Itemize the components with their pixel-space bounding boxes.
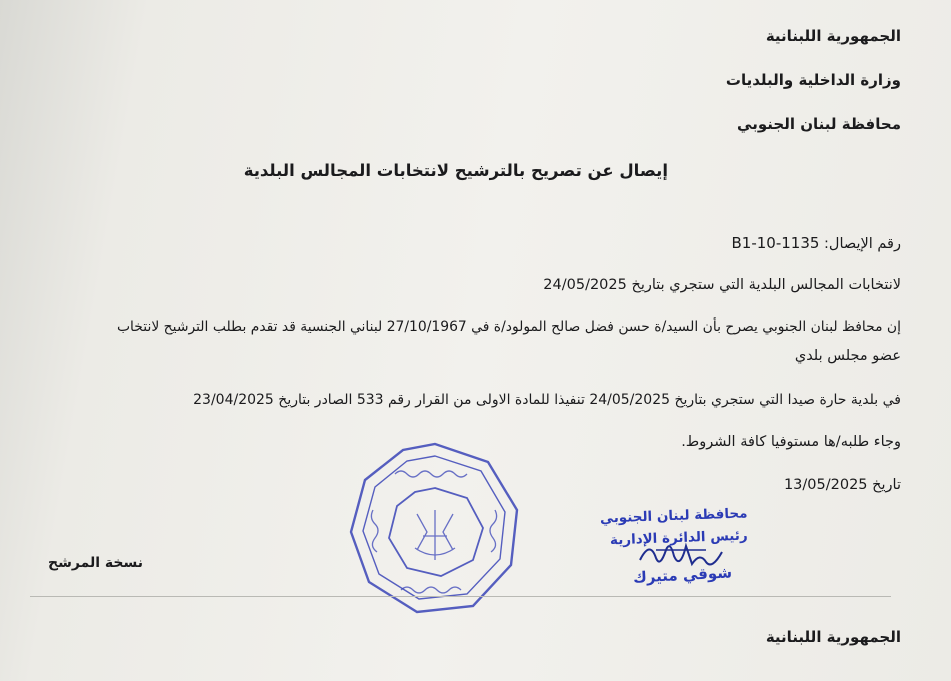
header-governorate: محافظة لبنان الجنوبي [737,115,901,133]
body-line-4: في بلدية حارة صيدا التي ستجري بتاريخ 24/05/2025 تنفيذا للمادة الاولى من القرار رقم 533 الصادر بتاريخ 23/04/2025 [193,392,901,408]
seal-official-name: شوقي متيرك [632,563,733,587]
body-line-1: لانتخابات المجالس البلدية التي ستجري بتاريخ 24/05/2025 [543,277,901,293]
receipt-label: رقم الإيصال: [824,236,901,252]
header-ministry: وزارة الداخلية والبلديات [725,71,901,89]
body-line-2: إن محافظ لبنان الجنوبي يصرح بأن السيد/ة حسن فضل صالح المولود/ة في 27/10/1967 لبناني الجنسية قد تقدم بطلب الترشيح لانتخاب [116,319,901,335]
seal-department-head: رئيس الدائرة الإدارية [610,527,749,549]
official-stamp-icon [345,440,525,620]
document-title: إيصال عن تصريح بالترشيح لانتخابات المجالس البلدية [243,161,668,180]
receipt-number: B1-10-1135 [731,234,820,252]
seal-governorate: محافظة لبنان الجنوبي [600,505,749,527]
receipt-number-row [732,234,901,252]
body-line-5: وجاء طلبه/ها مستوفيا كافة الشروط. [681,434,901,450]
header-republic: الجمهورية اللبنانية [765,27,901,45]
issue-date: تاريخ 13/05/2025 [783,477,901,493]
footer-republic: الجمهورية اللبنانية [765,628,901,646]
signature-seal [596,504,756,596]
candidate-copy-label: نسخة المرشح [48,555,143,571]
body-line-3: عضو مجلس بلدي [794,348,901,364]
section-divider [30,596,891,597]
